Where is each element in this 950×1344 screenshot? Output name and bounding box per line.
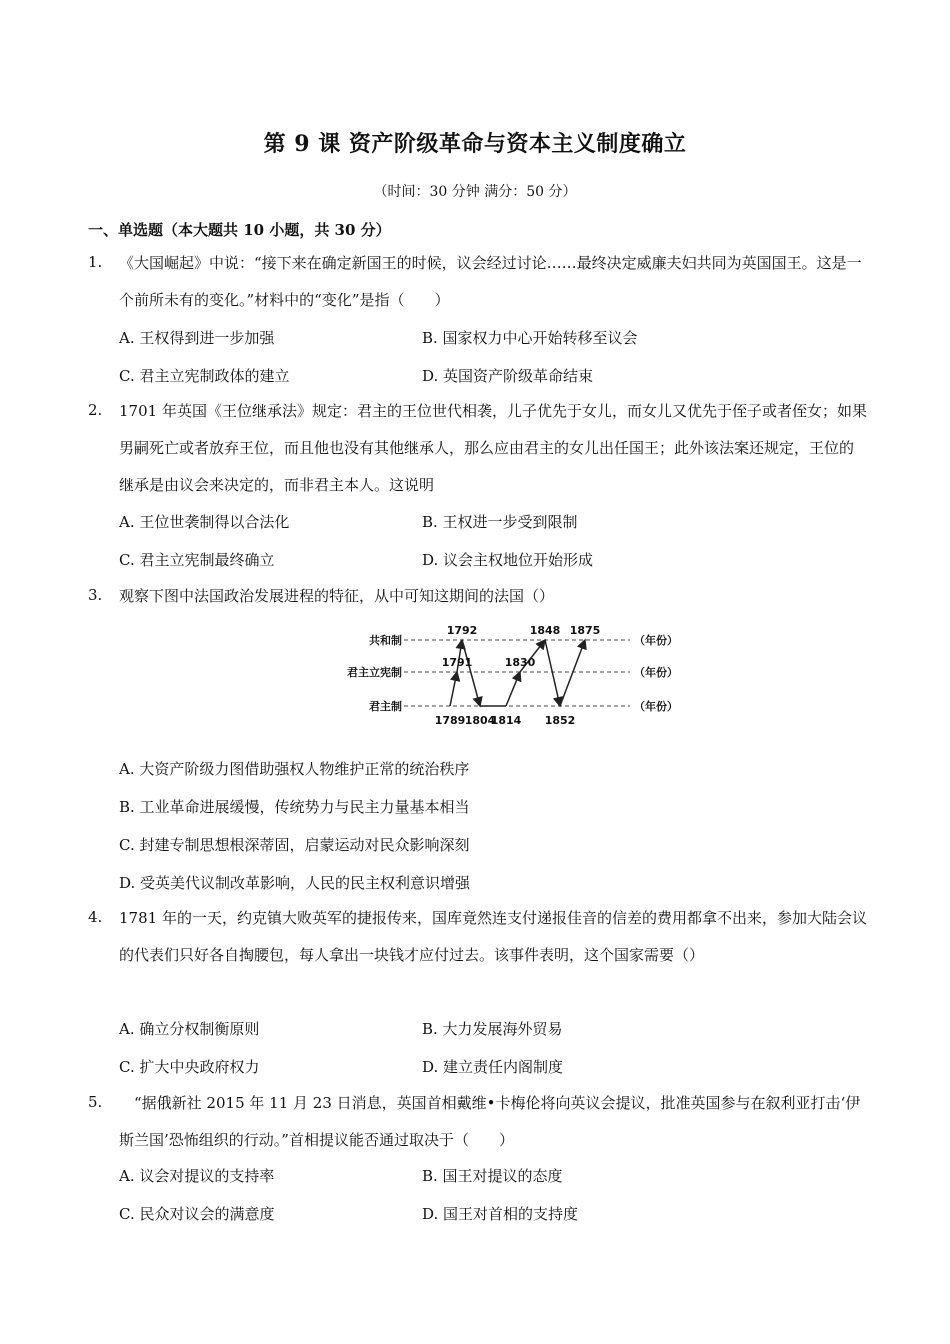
option-a[interactable]: A. 王权得到进一步加强 bbox=[119, 329, 275, 347]
question-2 bbox=[88, 393, 868, 504]
question-stem: 1781 年的一天，约克镇大败英军的捷报传来，国库竟然连支付递报佳音的信差的费用都拿不出来，参加大陆会议的代表们只好各自掏腰包，每人拿出一块钱才应付过去。该事件表明，这个国家需要（） bbox=[119, 909, 867, 964]
level-label: 君主制 bbox=[369, 700, 402, 713]
option-b[interactable]: B. 大力发展海外贸易 bbox=[422, 1020, 563, 1038]
option-a[interactable]: A. 大资产阶级力图借助强权人物维护正常的统治秩序 bbox=[119, 760, 470, 778]
france-politics-chart bbox=[330, 620, 678, 730]
option-a[interactable]: A. 王位世袭制得以合法化 bbox=[119, 513, 290, 531]
option-d[interactable]: D. 议会主权地位开始形成 bbox=[422, 551, 594, 569]
section-heading: 一、单选题（本大题共 10 小题，共 30 分） bbox=[88, 221, 391, 239]
question-stem: 《大国崛起》中说：“接下来在确定新国王的时候，议会经过讨论……最终决定威廉夫妇共同为英国国王。这是一个前所未有的变化。”材料中的“变化”是指（ ） bbox=[119, 254, 862, 309]
trend-segment bbox=[560, 640, 585, 706]
question-3 bbox=[88, 578, 868, 615]
year-label: 1875 bbox=[569, 624, 601, 637]
question-1 bbox=[88, 245, 868, 319]
trend-segment bbox=[545, 640, 560, 706]
option-a[interactable]: A. 确立分权制衡原则 bbox=[119, 1020, 260, 1038]
question-stem: 观察下图中法国政治发展进程的特征，从中可知这期间的法国（） bbox=[119, 587, 555, 605]
year-label: 1789 bbox=[434, 714, 466, 727]
page-title: 第 9 课 资产阶级革命与资本主义制度确立 bbox=[263, 131, 687, 157]
question-stem: 1701 年英国《王位继承法》规定：君主的王位世代相袭，儿子优先于女儿，而女儿又优先于侄子或者侄女；如果男嗣死亡或者放弃王位，而且他也没有其他继承人，那么应由君主的女儿出任国王；此外该法案还规定，王位的继承是由议会来决定的，而非君主本人。这说明 bbox=[119, 402, 867, 494]
question-4 bbox=[88, 900, 868, 974]
question-number: 1. bbox=[88, 253, 103, 271]
exam-info: （时间：30 分钟 满分：50 分） bbox=[373, 184, 577, 200]
year-label: 1814 bbox=[490, 714, 522, 727]
question-stem: “据俄新社 2015 年 11 月 23 日消息，英国首相戴维•卡梅伦将向英议会提议，批准英国参与在叙利亚打击‘伊斯兰国’恐怖组织的行动。”首相提议能否通过取决于（ ） bbox=[119, 1094, 861, 1149]
option-c[interactable]: C. 君主立宪制政体的建立 bbox=[119, 367, 290, 385]
option-b[interactable]: B. 国王对提议的态度 bbox=[422, 1167, 563, 1185]
year-label: 1804 bbox=[464, 714, 496, 727]
trend-segment bbox=[450, 672, 457, 706]
option-c[interactable]: C. 扩大中央政府权力 bbox=[119, 1058, 260, 1076]
option-b[interactable]: B. 王权进一步受到限制 bbox=[422, 513, 578, 531]
option-b[interactable]: B. 国家权力中心开始转移至议会 bbox=[422, 329, 638, 347]
level-label: 君主立宪制 bbox=[347, 666, 402, 679]
option-d[interactable]: D. 英国资产阶级革命结束 bbox=[422, 367, 594, 385]
option-a[interactable]: A. 议会对提议的支持率 bbox=[119, 1167, 275, 1185]
option-d[interactable]: D. 受英美代议制改革影响，人民的民主权利意识增强 bbox=[119, 874, 471, 892]
question-number: 4. bbox=[88, 908, 103, 926]
question-number: 5. bbox=[88, 1093, 103, 1111]
axis-unit-label: （年份） bbox=[634, 634, 678, 647]
question-number: 3. bbox=[88, 586, 103, 604]
option-c[interactable]: C. 民众对议会的满意度 bbox=[119, 1205, 275, 1223]
year-label: 1792 bbox=[446, 624, 478, 637]
option-b[interactable]: B. 工业革命进展缓慢，传统势力与民主力量基本相当 bbox=[119, 798, 470, 816]
trend-segment bbox=[462, 640, 480, 706]
year-label: 1830 bbox=[504, 656, 536, 669]
option-c[interactable]: C. 君主立宪制最终确立 bbox=[119, 551, 275, 569]
option-d[interactable]: D. 建立责任内阁制度 bbox=[422, 1058, 564, 1076]
question-5 bbox=[88, 1085, 868, 1159]
trend-segment bbox=[506, 672, 520, 706]
level-label: 共和制 bbox=[369, 634, 402, 647]
chart-svg bbox=[330, 620, 678, 730]
year-label: 1848 bbox=[529, 624, 561, 637]
year-label: 1791 bbox=[441, 656, 473, 669]
option-d[interactable]: D. 国王对首相的支持度 bbox=[422, 1205, 579, 1223]
option-c[interactable]: C. 封建专制思想根深蒂固，启蒙运动对民众影响深刻 bbox=[119, 836, 470, 854]
axis-unit-label: （年份） bbox=[634, 666, 678, 679]
year-label: 1852 bbox=[544, 714, 576, 727]
axis-unit-label: （年份） bbox=[634, 700, 678, 713]
question-number: 2. bbox=[88, 401, 103, 419]
